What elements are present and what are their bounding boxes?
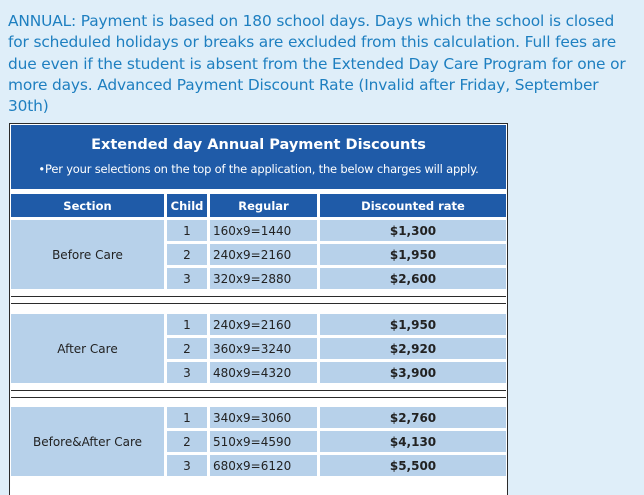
annual-payment-description: ANNUAL: Payment is based on 180 school days. Days which the school is closed for scheduled holidays or breaks are excluded from this calculation. Full fees are due even if the student is absent from the Extended Day Care Program for one or more days. Advanced Payment Discount Rate (Invalid after Friday, September 30th) bbox=[8, 12, 626, 116]
regular-rate-cell: 160x9=1440 bbox=[210, 220, 317, 241]
section-label: Before&After Care bbox=[11, 407, 164, 476]
child-count-cell: 2 bbox=[167, 244, 207, 265]
child-count-cell: 3 bbox=[167, 362, 207, 383]
regular-rate-cell: 320x9=2880 bbox=[210, 268, 317, 289]
regular-rate-cell: 340x9=3060 bbox=[210, 407, 317, 428]
column-header-discounted-rate: Discounted rate bbox=[320, 194, 506, 217]
table-header bbox=[11, 125, 506, 189]
child-count-cell: 3 bbox=[167, 455, 207, 476]
discounted-rate-cell: $2,760 bbox=[320, 407, 506, 428]
table-subtitle: •Per your selections on the top of the application, the below charges will apply. bbox=[38, 162, 479, 176]
regular-rate-cell: 680x9=6120 bbox=[210, 455, 317, 476]
regular-rate-cell: 360x9=3240 bbox=[210, 338, 317, 359]
discounted-rate-cell: $2,600 bbox=[320, 268, 506, 289]
section-label: Before Care bbox=[11, 220, 164, 289]
regular-rate-cell: 480x9=4320 bbox=[210, 362, 317, 383]
discounted-rate-cell: $2,920 bbox=[320, 338, 506, 359]
table-title: Extended day Annual Payment Discounts bbox=[91, 137, 426, 153]
regular-rate-cell: 240x9=2160 bbox=[210, 244, 317, 265]
child-count-cell: 2 bbox=[167, 431, 207, 452]
discounted-rate-cell: $1,950 bbox=[320, 314, 506, 335]
section-divider bbox=[11, 390, 506, 398]
discounted-rate-cell: $3,900 bbox=[320, 362, 506, 383]
child-count-cell: 1 bbox=[167, 314, 207, 335]
discounted-rate-cell: $1,300 bbox=[320, 220, 506, 241]
regular-rate-cell: 240x9=2160 bbox=[210, 314, 317, 335]
discounted-rate-cell: $1,950 bbox=[320, 244, 506, 265]
discounted-rate-cell: $5,500 bbox=[320, 455, 506, 476]
discounted-rate-cell: $4,130 bbox=[320, 431, 506, 452]
child-count-cell: 1 bbox=[167, 407, 207, 428]
regular-rate-cell: 510x9=4590 bbox=[210, 431, 317, 452]
column-header-section: Section bbox=[11, 194, 164, 217]
section-divider bbox=[11, 296, 506, 304]
column-header-child: Child bbox=[167, 194, 207, 217]
column-header-regular: Regular bbox=[210, 194, 317, 217]
child-count-cell: 1 bbox=[167, 220, 207, 241]
section-label: After Care bbox=[11, 314, 164, 383]
child-count-cell: 2 bbox=[167, 338, 207, 359]
annual-payment-discounts-table bbox=[9, 123, 508, 495]
child-count-cell: 3 bbox=[167, 268, 207, 289]
